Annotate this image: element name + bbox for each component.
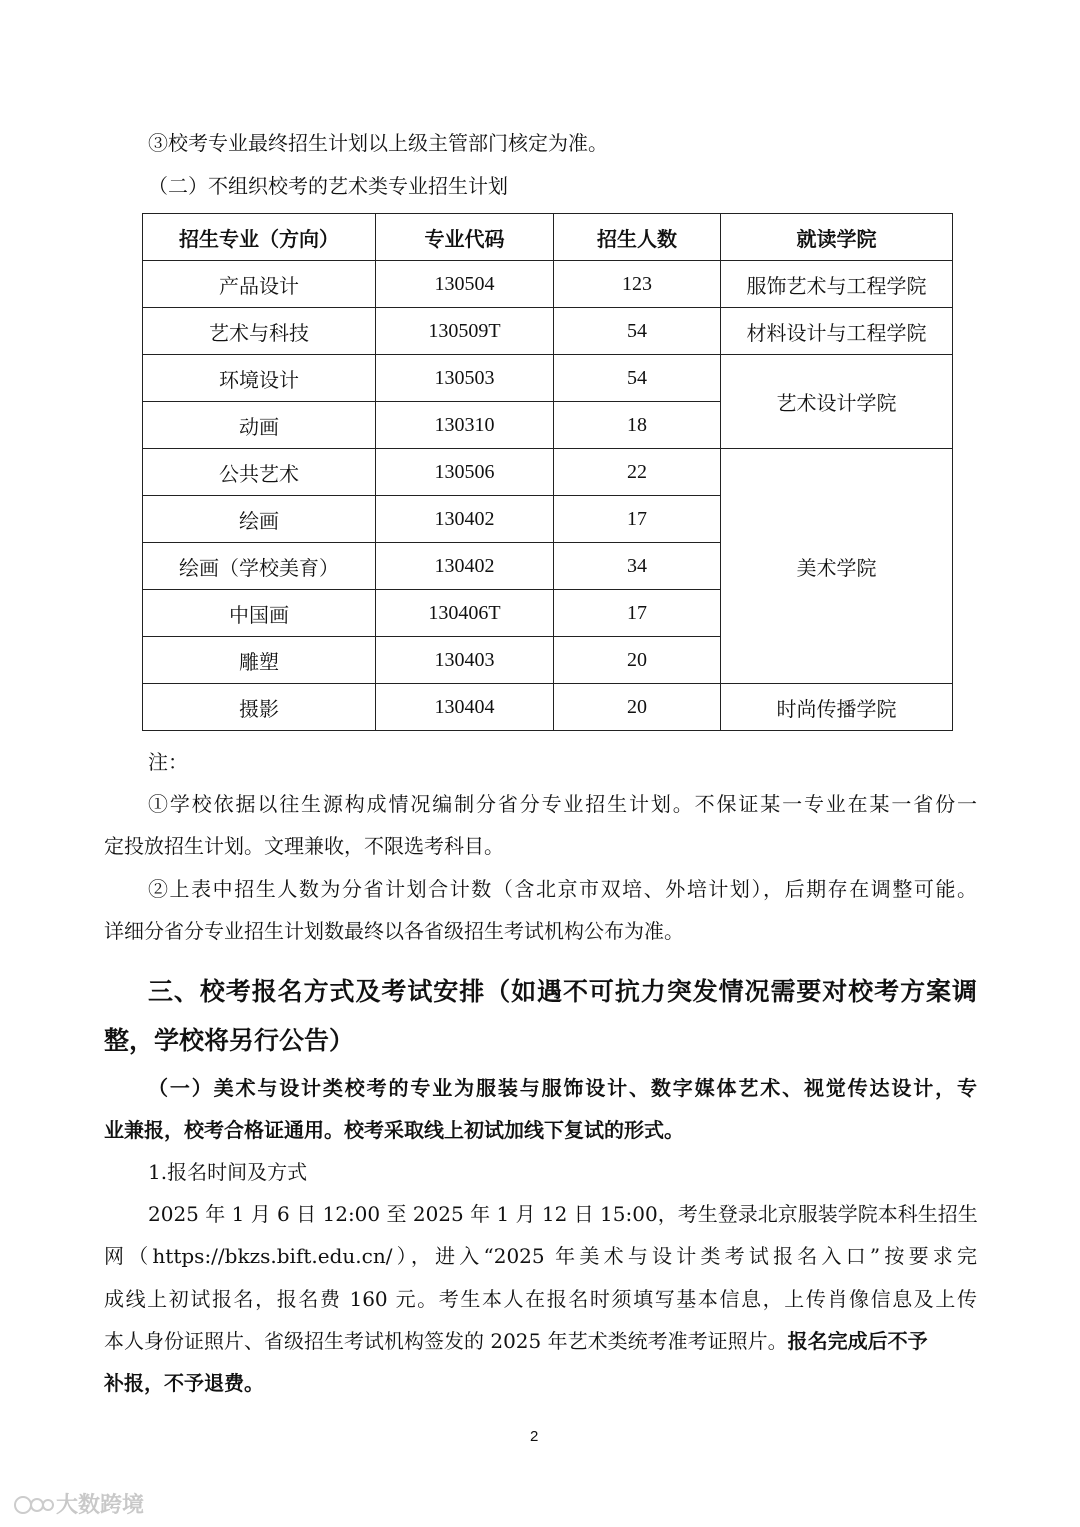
note-2-line-1: ②上表中招生人数为分省计划合计数（含北京市双培、外培计划），后期存在调整可能。 (148, 877, 977, 901)
table-row (143, 261, 953, 308)
cell-count: 54 (554, 355, 721, 402)
cell-code: 130406T (376, 590, 554, 637)
header-count: 招生人数 (554, 214, 721, 261)
cell-college: 艺术设计学院 (721, 355, 953, 449)
cell-major: 雕塑 (143, 637, 376, 684)
cell-code: 130402 (376, 543, 554, 590)
cell-college: 服饰艺术与工程学院 (721, 261, 953, 308)
note-1-line-1: ①学校依据以往生源构成情况编制分省分专业招生计划。不保证某一专业在某一省份一 (148, 792, 977, 816)
cell-count: 20 (554, 684, 721, 731)
subsection-one-line-2: 业兼报，校考合格证通用。校考采取线上初试加线下复试的形式。 (104, 1118, 684, 1142)
table-row (143, 449, 953, 496)
subsection-one-line-1: （一）美术与设计类校考的专业为服装与服饰设计、数字媒体艺术、视觉传达设计，专 (148, 1076, 977, 1100)
cell-count: 20 (554, 637, 721, 684)
cell-code: 130402 (376, 496, 554, 543)
paragraph-line-4-bold: 报名完成后不予 (787, 1329, 928, 1353)
cell-count: 22 (554, 449, 721, 496)
paragraph-line-3: 成线上初试报名，报名费 160 元。考生本人在报名时须填写基本信息，上传肖像信息及上传 (104, 1287, 977, 1311)
note-final-plan: ③校考专业最终招生计划以上级主管部门核定为准。 (148, 131, 608, 155)
item-1-title: 1.报名时间及方式 (148, 1160, 308, 1184)
header-major: 招生专业（方向） (143, 214, 376, 261)
note-1-line-2: 定投放招生计划。文理兼收，不限选考科目。 (104, 834, 504, 858)
table-row (143, 308, 953, 355)
cell-major: 环境设计 (143, 355, 376, 402)
watermark-logo-icon (12, 1494, 56, 1516)
page-number: 2 (530, 1428, 539, 1445)
cell-major: 绘画 (143, 496, 376, 543)
cell-code: 130509T (376, 308, 554, 355)
cell-major: 绘画（学校美育） (143, 543, 376, 590)
section-two-title: （二）不组织校考的艺术类专业招生计划 (148, 174, 508, 198)
cell-college: 美术学院 (721, 449, 953, 684)
cell-major: 动画 (143, 402, 376, 449)
enrollment-plan-table (142, 213, 953, 731)
table-row (143, 355, 953, 402)
paragraph-line-5: 补报，不予退费。 (104, 1371, 264, 1395)
header-college: 就读学院 (721, 214, 953, 261)
section-three-title-line-2: 整，学校将另行公告） (104, 1026, 355, 1055)
cell-code: 130310 (376, 402, 554, 449)
cell-college: 材料设计与工程学院 (721, 308, 953, 355)
cell-count: 17 (554, 590, 721, 637)
paragraph-line-1: 2025 年 1 月 6 日 12:00 至 2025 年 1 月 12 日 15:00，考生登录北京服装学院本科生招生 (148, 1202, 978, 1226)
paragraph-line-4 (104, 1326, 928, 1356)
cell-code: 130503 (376, 355, 554, 402)
cell-code: 130403 (376, 637, 554, 684)
cell-code: 130404 (376, 684, 554, 731)
cell-major: 公共艺术 (143, 449, 376, 496)
cell-college: 时尚传播学院 (721, 684, 953, 731)
watermark-text: 大数跨境 (56, 1493, 145, 1518)
note-2-line-2: 详细分省分专业招生计划数最终以各省级招生考试机构公布为准。 (104, 919, 684, 943)
paragraph-line-4-normal: 本人身份证照片、省级招生考试机构签发的 2025 年艺术类统考准考证照片。 (104, 1329, 788, 1353)
table-row (143, 684, 953, 731)
cell-count: 54 (554, 308, 721, 355)
cell-count: 123 (554, 261, 721, 308)
cell-major: 摄影 (143, 684, 376, 731)
header-code: 专业代码 (376, 214, 554, 261)
cell-code: 130504 (376, 261, 554, 308)
cell-code: 130506 (376, 449, 554, 496)
section-three-title-line-1: 三、校考报名方式及考试安排（如遇不可抗力突发情况需要对校考方案调 (148, 977, 977, 1006)
cell-major: 产品设计 (143, 261, 376, 308)
cell-major: 艺术与科技 (143, 308, 376, 355)
cell-count: 34 (554, 543, 721, 590)
notes-label: 注： (148, 750, 188, 774)
cell-major: 中国画 (143, 590, 376, 637)
cell-count: 17 (554, 496, 721, 543)
paragraph-line-2: 网（https://bkzs.bift.edu.cn/），进入“2025 年美术与设计类考试报名入口”按要求完 (104, 1244, 977, 1268)
cell-count: 18 (554, 402, 721, 449)
table-header-row (143, 214, 953, 261)
